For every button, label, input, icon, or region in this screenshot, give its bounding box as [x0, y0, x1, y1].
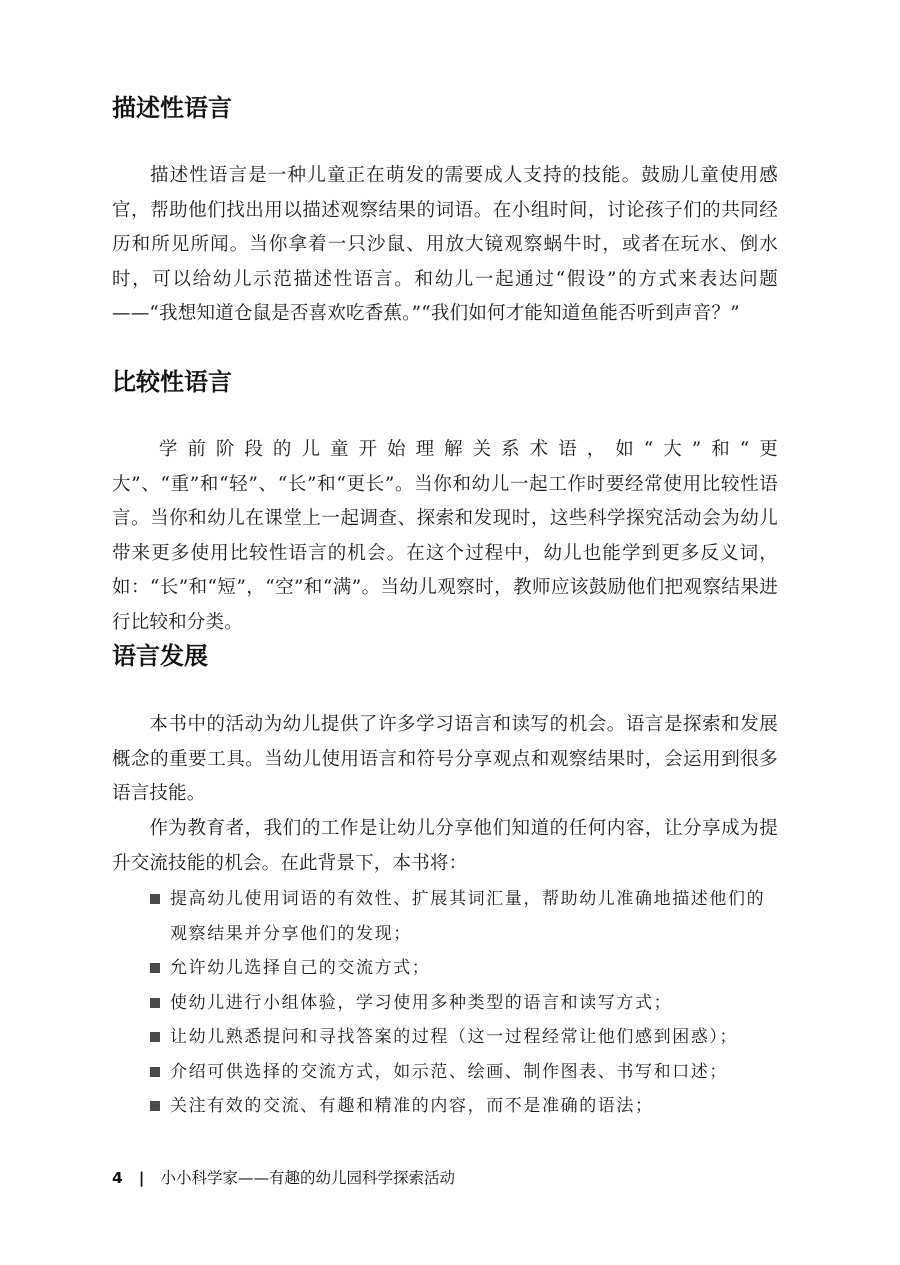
list-item-text: 允许幼儿选择自己的交流方式；	[170, 958, 431, 978]
list-item	[150, 1089, 780, 1124]
paragraph-language-development-2	[112, 812, 778, 881]
square-bullet-icon	[150, 894, 160, 904]
list-item-text: 介绍可供选择的交流方式，如示范、绘画、制作图表、书写和口述；	[170, 1061, 728, 1082]
page-footer	[112, 1166, 455, 1190]
list-item-text: 关注有效的交流、有趣和精准的内容，而不是准确的语法；	[170, 1096, 654, 1116]
paragraph-text: 学前阶段的儿童开始理解关系术语，如“大”和“更大”、“重”和“轻”、“长”和“更长”。当你和幼儿一起工作时要经常使用比较性语言。当你和幼儿在课堂上一起调查、探索和发现时，这些科学探究活动会为幼儿带来更多使用比较性语言的机会。在这个过程中，幼儿也能学到更多反义词，如：“长”和“短”，“空”和“满”。当幼儿观察时，教师应该鼓励他们把观察结果进行比较和分类。	[112, 439, 778, 633]
square-bullet-icon	[150, 1101, 160, 1111]
list-item	[150, 882, 780, 951]
section-heading-descriptive-language: 描述性语言	[112, 94, 232, 122]
list-item-text: 让幼儿熟悉提问和寻找答案的过程（这一过程经常让他们感到困惑）；	[170, 1027, 739, 1047]
page-number: 4	[112, 1169, 123, 1187]
list-item	[150, 951, 780, 986]
square-bullet-icon	[150, 1067, 160, 1077]
paragraph-text: 描述性语言是一种儿童正在萌发的需要成人支持的技能。鼓励儿童使用感官，帮助他们找出用以描述观察结果的词语。在小组时间，讨论孩子们的共同经历和所见所闻。当你拿着一只沙鼠、用放大镜观察蜗牛时，或者在玩水、倒水时，可以给幼儿示范描述性语言。和幼儿一起通过“假设”的方式来表达问题——“我想知道仓鼠是否喜欢吃香蕉。”“我们如何才能知道鱼能否听到声音？”	[112, 165, 778, 324]
paragraph-language-development-1	[112, 708, 778, 812]
list-item	[150, 1020, 780, 1055]
section-heading-comparative-language: 比较性语言	[112, 368, 232, 396]
square-bullet-icon	[150, 963, 160, 973]
paragraph-descriptive-language	[112, 159, 778, 332]
paragraph-text: 作为教育者，我们的工作是让幼儿分享他们知道的任何内容，让分享成为提升交流技能的机会。在此背景下，本书将：	[112, 818, 778, 874]
footer-separator: |	[138, 1169, 145, 1187]
list-item	[150, 1055, 780, 1090]
book-title: 小小科学家——有趣的幼儿园科学探索活动	[160, 1169, 455, 1187]
list-item-text: 使幼儿进行小组体验，学习使用多种类型的语言和读写方式；	[170, 992, 673, 1013]
list-item-text: 提高幼儿使用词语的有效性、扩展其词汇量，帮助幼儿准确地描述他们的观察结果并分享他们的发现；	[170, 889, 766, 944]
square-bullet-icon	[150, 1032, 160, 1042]
book-goals-list	[150, 882, 780, 1124]
paragraph-text: 本书中的活动为幼儿提供了许多学习语言和读写的机会。语言是探索和发展概念的重要工具。当幼儿使用语言和符号分享观点和观察结果时，会运用到很多语言技能。	[112, 714, 778, 804]
square-bullet-icon	[150, 998, 160, 1008]
paragraph-comparative-language	[112, 433, 778, 640]
section-heading-language-development: 语言发展	[112, 642, 208, 670]
list-item	[150, 986, 780, 1021]
